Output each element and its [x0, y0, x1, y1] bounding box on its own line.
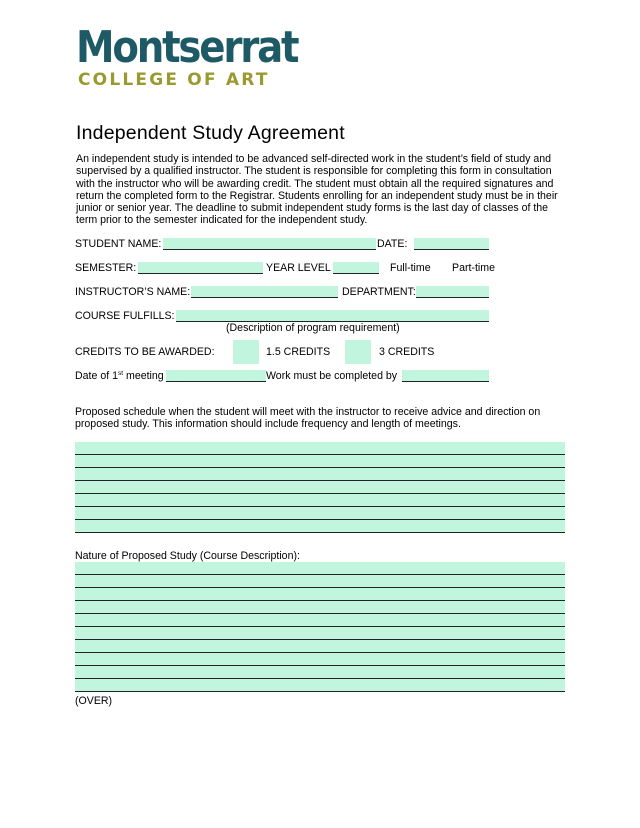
schedule-prompt: Proposed schedule when the student will meet with the instructor to receive advice and direction on proposed study. This information should include frequency and length of meetings. [75, 406, 541, 431]
schedule-line[interactable] [75, 481, 565, 494]
schedule-line[interactable] [75, 468, 565, 481]
description-line[interactable] [75, 614, 565, 627]
description-line[interactable] [75, 562, 565, 575]
date-label: DATE: [377, 238, 408, 250]
completed-by-field[interactable] [402, 370, 489, 382]
first-meeting-field[interactable] [166, 370, 266, 382]
year-level-label: YEAR LEVEL [266, 262, 331, 274]
credits-option-3: 3 CREDITS [379, 346, 435, 358]
year-level-field[interactable] [333, 262, 379, 274]
description-line[interactable] [75, 575, 565, 588]
description-line[interactable] [75, 601, 565, 614]
course-fulfills-field[interactable] [176, 310, 489, 322]
date-field[interactable] [414, 238, 489, 250]
semester-field[interactable] [138, 262, 263, 274]
intro-paragraph: An independent study is intended to be advanced self-directed work in the student’s field of study and supervised by a qualified instructor. The student is responsible for completing this form in consultation with the instructor who will be awarding credit. The student must obtain all the required signatures and return the completed form to the Registrar. Students enrolling for an independent study must be in their junior or senior year. The deadline to submit independent study forms is the last day of classes of the term prior to the semester indicated for the independent study. [76, 153, 558, 227]
description-line[interactable] [75, 640, 565, 653]
schedule-line[interactable] [75, 442, 565, 455]
description-line[interactable] [75, 679, 565, 692]
instructor-name-field[interactable] [191, 286, 338, 298]
course-fulfills-label: COURSE FULFILLS: [75, 310, 175, 322]
description-line[interactable] [75, 627, 565, 640]
credits-label: CREDITS TO BE AWARDED: [75, 346, 215, 358]
over-note: (OVER) [75, 695, 113, 707]
student-name-label: STUDENT NAME: [75, 238, 162, 250]
description-line[interactable] [75, 588, 565, 601]
schedule-line[interactable] [75, 494, 565, 507]
part-time-option[interactable]: Part-time [452, 262, 495, 274]
completed-by-label: Work must be completed by [266, 370, 398, 382]
description-line[interactable] [75, 653, 565, 666]
first-meeting-sup: st [118, 370, 124, 377]
full-time-option[interactable]: Full-time [390, 262, 431, 274]
page-title: Independent Study Agreement [76, 122, 345, 144]
department-field[interactable] [416, 286, 489, 298]
schedule-line[interactable] [75, 520, 565, 533]
logo-wordmark: Montserrat [76, 22, 298, 73]
schedule-line[interactable] [75, 455, 565, 468]
course-fulfills-hint: (Description of program requirement) [226, 322, 400, 334]
description-prompt: Nature of Proposed Study (Course Description): [75, 550, 300, 562]
schedule-line[interactable] [75, 507, 565, 520]
first-meeting-prefix: Date of 1 [75, 370, 118, 382]
schedule-lines[interactable] [75, 442, 565, 533]
semester-label: SEMESTER: [75, 262, 137, 274]
credits-option-1-5: 1.5 CREDITS [266, 346, 331, 358]
logo-subtitle: COLLEGE OF ART [78, 70, 270, 90]
instructor-name-label: INSTRUCTOR’S NAME: [75, 286, 191, 298]
first-meeting-suffix: meeting [123, 370, 164, 382]
credits-1-5-checkbox[interactable] [233, 340, 259, 364]
first-meeting-label [75, 370, 164, 383]
department-label: DEPARTMENT: [342, 286, 416, 298]
credits-3-checkbox[interactable] [345, 340, 371, 364]
student-name-field[interactable] [163, 238, 376, 250]
description-line[interactable] [75, 666, 565, 679]
description-lines[interactable] [75, 562, 565, 692]
